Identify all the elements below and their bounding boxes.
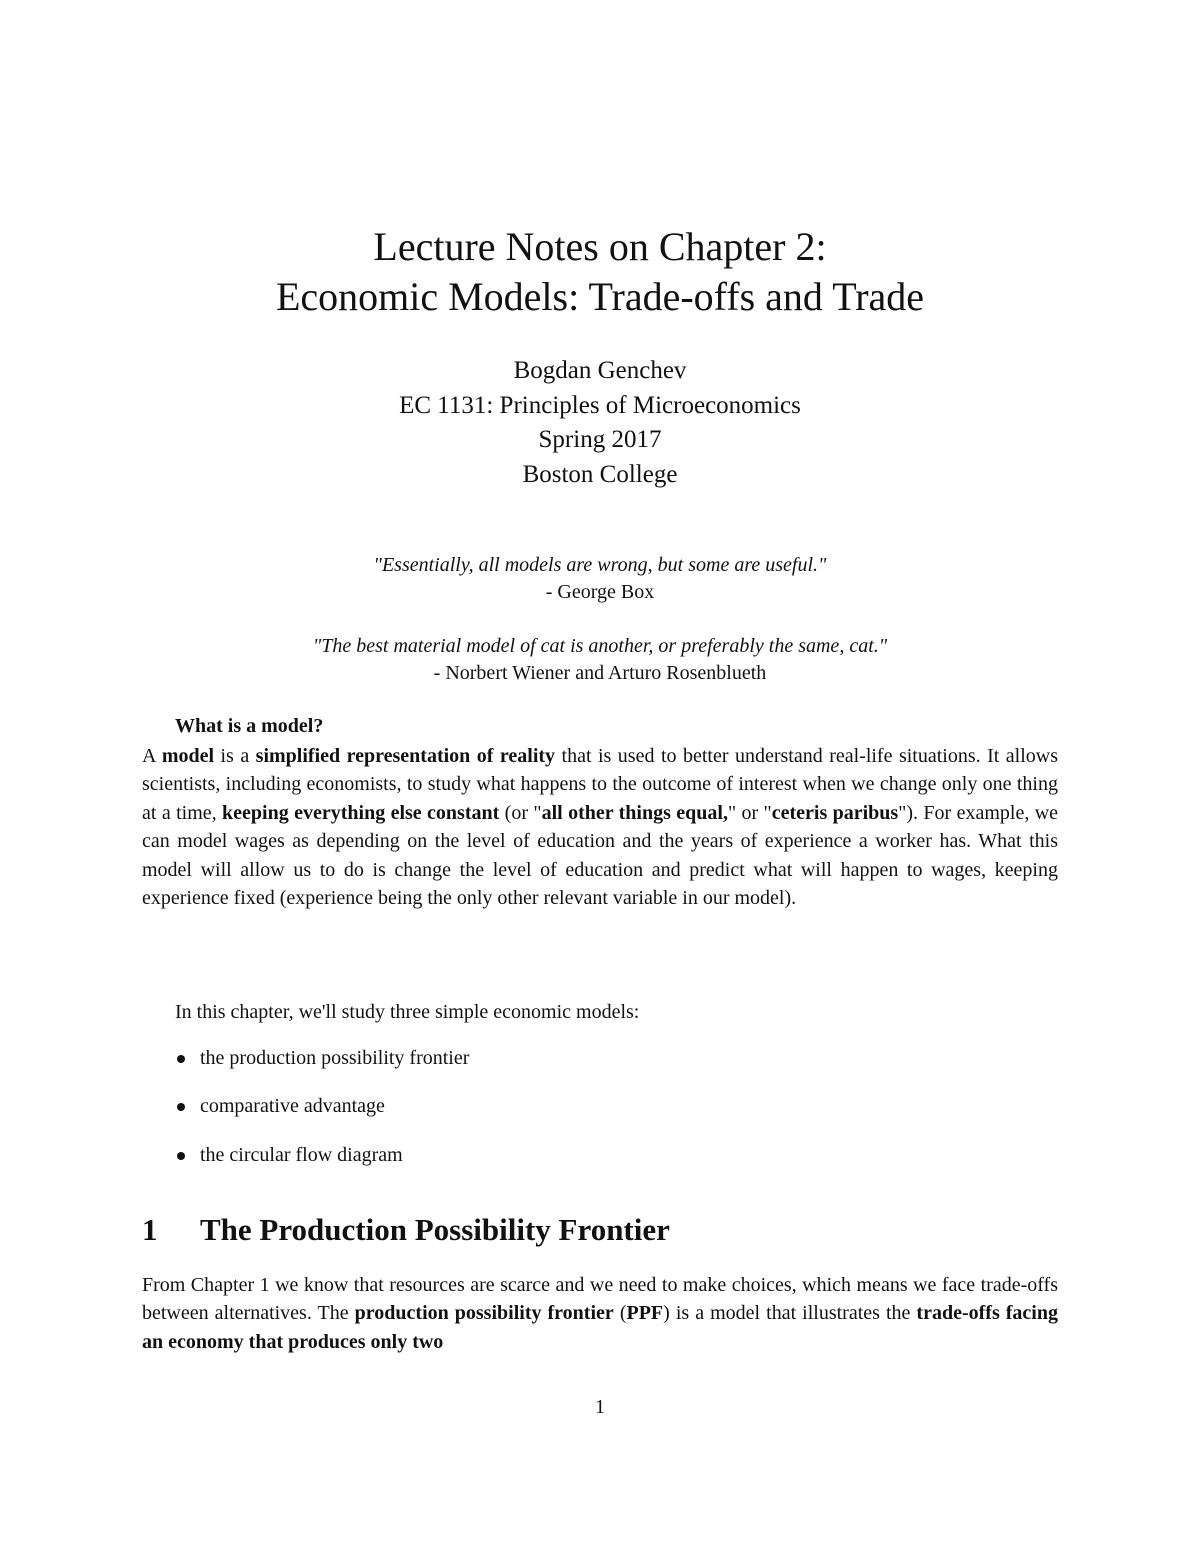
bold-term: ceteris paribus	[771, 801, 899, 824]
section-number: 1	[142, 1212, 158, 1247]
section-paragraph	[142, 1271, 1058, 1356]
term: Spring 2017	[538, 426, 662, 453]
model-list	[175, 1044, 469, 1189]
text-run: is a	[214, 745, 256, 767]
bold-term: PPF	[626, 1302, 664, 1325]
text-run: that is used to better understand real-life situations. It allows scientists, including economists, to study what happens to the outcome of interest when we change only one thing at a time,	[142, 745, 1058, 824]
epigraph-quote-2	[0, 633, 1200, 687]
title-line-1: Lecture Notes on Chapter 2:	[373, 224, 827, 269]
list-item-text: the circular flow diagram	[200, 1143, 403, 1166]
text-run: " or "	[727, 801, 772, 824]
text-run: (	[613, 1302, 627, 1325]
bold-term: simplified representation of reality	[255, 745, 556, 767]
list-item	[175, 1092, 469, 1140]
bullet-icon	[177, 1103, 185, 1111]
text-run: From Chapter 1 we know that resources are scarce and we need to make choices, which means we face trade-offs between alternatives. The	[142, 1274, 1058, 1325]
list-item-text: comparative advantage	[200, 1095, 385, 1118]
text-run: ) is a model that illustrates the	[663, 1302, 917, 1325]
text-run: "). For example, we can model wages as depending on the level of education and the years of experience a worker has. What this model will allow us to do is change the level of education and predict what will happen to wages, keeping experience fixed (experience being the only other relevant variable in our model).	[142, 801, 1059, 910]
bold-term: all other things equal,	[541, 801, 728, 824]
author-name: Bogdan Genchev	[513, 357, 687, 384]
quote-attribution: - George Box	[545, 581, 655, 603]
quote-text: "The best material model of cat is another, or preferably the same, cat."	[312, 635, 888, 657]
list-item	[175, 1141, 469, 1189]
document-title	[0, 222, 1200, 322]
list-item-text: the production possibility frontier	[200, 1047, 470, 1069]
bold-term: trade-offs facing an economy that produces only two	[142, 1302, 1058, 1353]
epigraph-quote-1	[0, 552, 1200, 606]
bold-term: keeping everything else constant	[222, 801, 500, 824]
quote-attribution: - Norbert Wiener and Arturo Rosenblueth	[433, 662, 767, 684]
page-number: 1	[595, 1396, 605, 1418]
intro-heading: What is a model?	[175, 715, 324, 737]
author-block	[0, 354, 1200, 492]
bullet-icon	[177, 1055, 185, 1063]
course-name: EC 1131: Principles of Microeconomics	[399, 391, 801, 419]
bold-term: model	[161, 745, 215, 767]
title-line-2: Economic Models: Trade-offs and Trade	[275, 274, 925, 319]
intro-paragraph-2: In this chapter, we'll study three simple economic models:	[175, 1001, 640, 1023]
intro-paragraph-1	[142, 742, 1058, 912]
text-run: (or "	[499, 801, 542, 824]
section-title: The Production Possibility Frontier	[200, 1212, 670, 1247]
institution: Boston College	[522, 460, 678, 488]
section-heading	[142, 1208, 670, 1252]
text-run: A	[142, 745, 162, 767]
bold-term: production possibility frontier	[354, 1302, 614, 1325]
bullet-icon	[177, 1152, 185, 1160]
quote-text: "Essentially, all models are wrong, but some are useful."	[373, 554, 827, 576]
list-item	[175, 1044, 469, 1092]
